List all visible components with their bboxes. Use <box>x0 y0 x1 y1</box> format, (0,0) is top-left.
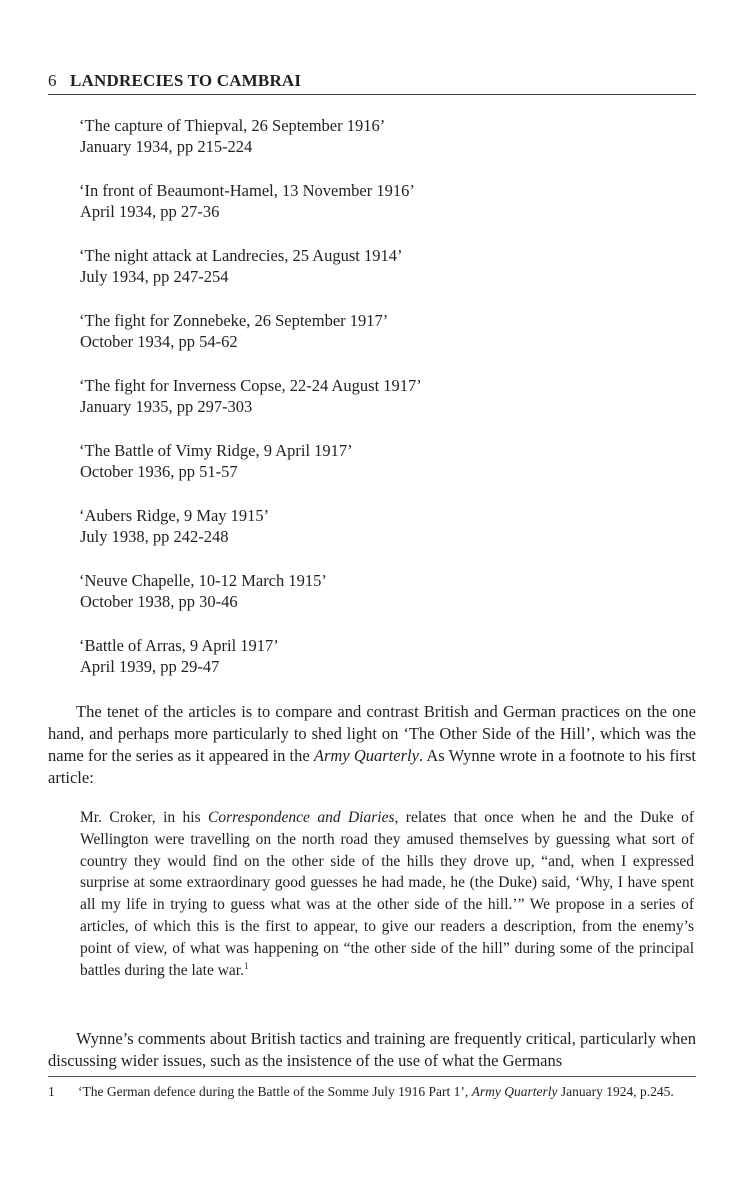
article-title: ‘The fight for Zonnebeke, 26 September 1917’ <box>79 311 389 330</box>
article-entry <box>79 440 679 505</box>
article-citation: October 1938, pp 30-46 <box>80 592 238 611</box>
article-citation: April 1934, pp 27-36 <box>80 202 220 221</box>
footnote-text-part: January 1924, p.245. <box>557 1084 674 1099</box>
footnote-text-part: ‘The German defence during the Battle of the Somme July 1916 Part 1’, <box>78 1084 472 1099</box>
article-title: ‘Aubers Ridge, 9 May 1915’ <box>79 506 270 525</box>
running-head <box>48 70 696 95</box>
publication-title: Army Quarterly <box>313 746 419 765</box>
article-title: ‘The capture of Thiepval, 26 September 1916’ <box>79 116 386 135</box>
article-title: ‘The night attack at Landrecies, 25 August 1914’ <box>79 246 403 265</box>
footnote-text <box>48 1083 696 1101</box>
article-entry <box>79 635 679 700</box>
article-entry <box>79 180 679 245</box>
footnote-reference[interactable]: 1 <box>244 960 249 971</box>
article-entry <box>79 310 679 375</box>
article-entry <box>79 375 679 440</box>
article-title: ‘Battle of Arras, 9 April 1917’ <box>79 636 279 655</box>
article-list <box>79 115 679 700</box>
article-title: ‘The fight for Inverness Copse, 22-24 August 1917’ <box>79 376 422 395</box>
article-title: ‘The Battle of Vimy Ridge, 9 April 1917’ <box>79 441 353 460</box>
chapter-title: LANDRECIES TO CAMBRAI <box>70 71 302 90</box>
quote-text: , relates that once when he and the Duke of Wellington were travelling on the north road they amused themselves by guessing what sort of country they would find on the other side of the hills they drove up, “and, when I expressed surprise at some extraordinary good guesses he had made, he (the Duke) said, ‘Why, I have spent all my life in trying to guess what was at the other side of the hill.’” We propose in a series of articles, of which this is the first to appear, to give our readers a description, from the enemy’s point of view, of what was happening on “the other side of the hill” during some of the principal battles during the late war. <box>80 809 695 979</box>
footnote-number: 1 <box>48 1084 55 1099</box>
page-number: 6 <box>48 71 57 90</box>
article-citation: January 1934, pp 215-224 <box>80 137 253 156</box>
article-entry <box>79 115 679 180</box>
body-paragraph <box>48 701 696 789</box>
article-citation: April 1939, pp 29-47 <box>80 657 220 676</box>
article-citation: July 1934, pp 247-254 <box>80 267 229 286</box>
paragraph-text: The tenet of the articles is to compare and contrast British and German practices on the one hand, and perhaps more particularly to shed light on ‘The Other Side of the Hill’, which was the name for the series as it appeared in the <box>48 702 696 765</box>
article-entry <box>79 245 679 310</box>
body-paragraph: Wynne’s comments about British tactics and training are frequently critical, particularly when discussing wider issues, such as the insistence of the use of what the Germans <box>48 1029 696 1070</box>
block-quote <box>80 807 694 981</box>
footnote <box>48 1083 696 1101</box>
article-citation: July 1938, pp 242-248 <box>80 527 229 546</box>
article-entry <box>79 570 679 635</box>
paragraph-text: . As Wynne wrote in a footnote to his first article: <box>48 746 696 787</box>
quote-text: Mr. Croker, in his <box>80 809 209 826</box>
article-citation: January 1935, pp 297-303 <box>80 397 253 416</box>
article-citation: October 1936, pp 51-57 <box>80 462 238 481</box>
article-citation: October 1934, pp 54-62 <box>80 332 238 351</box>
publication-title: Army Quarterly <box>471 1084 558 1099</box>
article-title: ‘In front of Beaumont-Hamel, 13 November 1916’ <box>79 181 415 200</box>
footnote-divider <box>48 1076 696 1077</box>
book-title: Correspondence and Diaries <box>208 809 395 826</box>
article-entry <box>79 505 679 570</box>
article-title: ‘Neuve Chapelle, 10-12 March 1915’ <box>79 571 327 590</box>
